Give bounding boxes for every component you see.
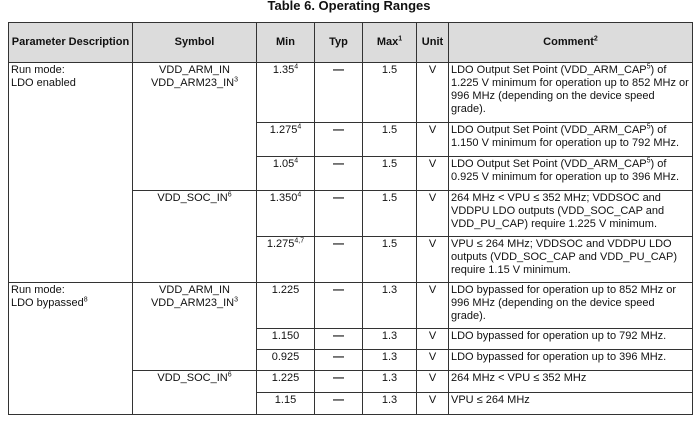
symbol-vdd-arm-in: VDD_ARM_IN $VDD\_ARM23\_IN^3$ [133,283,257,371]
cell-typ: — [315,191,363,237]
header-row [9,23,693,63]
header-symbol: Symbol [133,23,257,63]
cell-min: 1.150 [257,329,315,350]
cell-unit: V [417,237,449,283]
cell-max: 1.3 [363,371,417,393]
cell-comment: LDO Output Set Point (VDD_ARM_CAP$^5$) of 1.225 V minimum for operation up to 852 MHz or 996 MHz (depending on the device speed grade). [449,63,693,123]
cell-max: 1.5 [363,123,417,157]
cell-min: 1.275$^4$ [257,123,315,157]
cell-min: 1.05$^4$ [257,157,315,191]
cell-min: 1.15 [257,393,315,415]
cell-comment: LDO bypassed for operation up to 792 MHz. [449,329,693,350]
cell-max: 1.5 [363,63,417,123]
header-unit: Unit [417,23,449,63]
cell-min: 0.925 [257,350,315,371]
symbol-vdd-arm-in: VDD_ARM_IN $VDD\_ARM23\_IN^3$ [133,63,257,191]
table-row [9,63,693,123]
param-ldo-bypassed: Run mode: LDO bypassed$^8$ [9,283,133,415]
cell-typ: — [315,329,363,350]
cell-unit: V [417,63,449,123]
cell-comment: VPU ≤ 264 MHz; VDDSOC and VDDPU LDO outputs (VDD_SOC_CAP and VDD_PU_CAP) require 1.15 V minimum. [449,237,693,283]
header-min: Min [257,23,315,63]
header-typ: Typ [315,23,363,63]
cell-unit: V [417,393,449,415]
cell-comment: VPU ≤ 264 MHz [449,393,693,415]
cell-typ: — [315,157,363,191]
header-parameter: Parameter Description [9,23,133,63]
cell-typ: — [315,237,363,283]
cell-typ: — [315,63,363,123]
symbol-vdd-soc-in: $VDD\_SOC\_IN^6$ [133,371,257,415]
cell-unit: V [417,329,449,350]
table-row [9,283,693,329]
cell-comment: LDO Output Set Point (VDD_ARM_CAP$^5$) of 0.925 V minimum for operation up to 396 MHz. [449,157,693,191]
cell-comment: 264 MHz < VPU ≤ 352 MHz; VDDSOC and VDDPU LDO outputs (VDD_SOC_CAP and VDD_PU_CAP) require 1.225 V minimum. [449,191,693,237]
cell-typ: — [315,371,363,393]
cell-max: 1.5 [363,191,417,237]
cell-comment: LDO Output Set Point (VDD_ARM_CAP$^5$) of 1.150 V minimum for operation up to 792 MHz. [449,123,693,157]
cell-unit: V [417,191,449,237]
cell-unit: V [417,283,449,329]
cell-typ: — [315,123,363,157]
cell-typ: — [315,350,363,371]
cell-unit: V [417,350,449,371]
cell-max: 1.5 [363,237,417,283]
cell-max: 1.5 [363,157,417,191]
table-title: Table 6. Operating Ranges [267,0,431,13]
cell-min: 1.350$^4$ [257,191,315,237]
cell-min: 1.35$^4$ [257,63,315,123]
cell-max: 1.3 [363,350,417,371]
operating-ranges-table [8,22,693,415]
cell-min: 1.275$^{4,7}$ [257,237,315,283]
cell-min: 1.225 [257,283,315,329]
cell-comment: LDO bypassed for operation up to 396 MHz. [449,350,693,371]
cell-max: 1.3 [363,393,417,415]
cell-max: 1.3 [363,329,417,350]
cell-min: 1.225 [257,371,315,393]
header-comment: Comment$^2$ [449,23,693,63]
cell-unit: V [417,123,449,157]
cell-unit: V [417,371,449,393]
cell-max: 1.3 [363,283,417,329]
cell-comment: 264 MHz < VPU ≤ 352 MHz [449,371,693,393]
symbol-vdd-soc-in: $VDD\_SOC\_IN^6$ [133,191,257,283]
cell-typ: — [315,283,363,329]
cell-comment: LDO bypassed for operation up to 852 MHz or 996 MHz (depending on the device speed grade). [449,283,693,329]
cell-unit: V [417,157,449,191]
cell-typ: — [315,393,363,415]
header-max: Max$^1$ [363,23,417,63]
param-ldo-enabled: Run mode: LDO enabled [9,63,133,283]
